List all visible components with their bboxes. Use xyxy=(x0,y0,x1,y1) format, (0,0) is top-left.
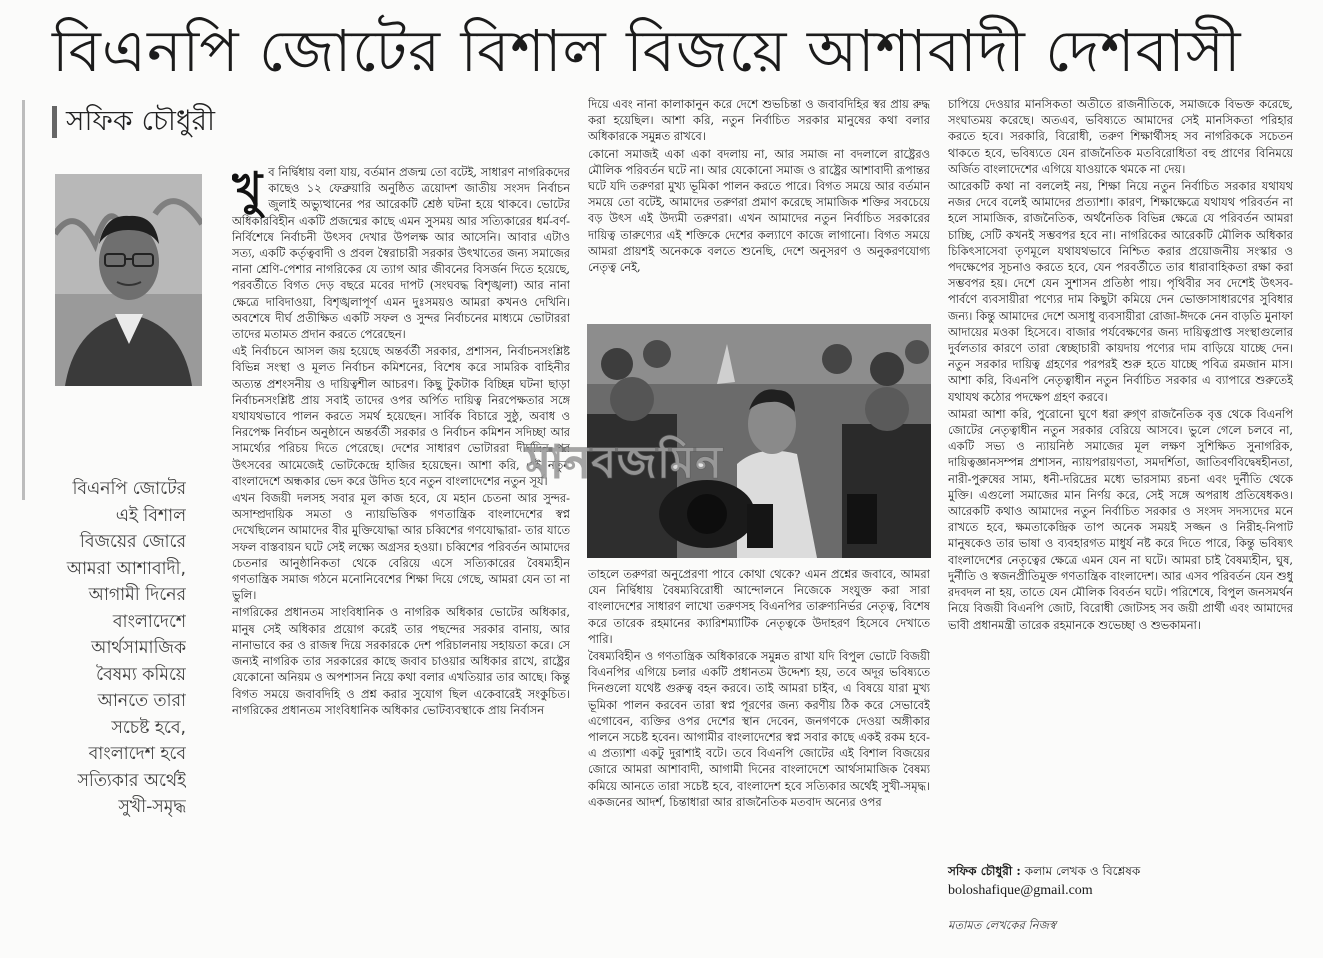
author-portrait xyxy=(55,174,202,386)
author-photo-icon xyxy=(55,174,202,386)
author-note xyxy=(948,862,1293,901)
paragraph: আমরা আশা করি, পুরোনো ঘুণে ধরা রুগ্ণ রাজনৈতিক বৃত্ত থেকে বিএনপি জোটের নেতৃত্বাধীন নতুন সরকার বেরিয়ে আসবে। ভুলে গেলে চলবে না, একটি সভ্য ও ন্যায়নিষ্ঠ সমাজের মূল লক্ষণ সুশিক্ষিত সুনাগরিক, দায়িত্বজ্ঞানসম্পন্ন প্রশাসন, ন্যায়পরায়ণতা, সমদর্শিতা, জাতিবর্ণবিদ্বেষহীনতা, নারী-পুরুষের সাম্য, ধনী-দরিদ্রের মধ্যে ভারসাম্য রচনা এবং দুর্নীতি থেকে মুক্তি। এগুলো সমাজের মান নির্ণয় করে, সেই সঙ্গে অপরাধ প্রতিষেধকও। আরেকটি কথাও আমাদের নতুন নির্বাচিত সরকার ও সংসদ সদস্যদের মনে রাখতে হবে, ক্ষমতাকেন্দ্রিক তাপ অনেক সময়ই সজ্জন ও নিরীহ-নিপাট মানুষকেও তার ভাষা ও ব্যবহারগত মাধুর্য নষ্ট করে দিতে পারে, কিন্তু ভবিষ্যৎ বাংলাদেশের নেতৃত্বের ক্ষেত্রে এমন যেন না ঘটে। আমরা চাই বৈষম্যহীন, ঘুষ, দুর্নীতি ও স্বজনপ্রীতিমুক্ত গণতান্ত্রিক বাংলাদেশ। আর এসব পরিবর্তন যেন শুধু রদবদল না হয়, তাতে যেন মৌলিক বিবর্তন ঘটে। পরিশেষে, বিপুল জনসমর্থন নিয়ে বিজয়ী বিএনপি জোট, বিরোধী জোটসহ সব জয়ী প্রার্থী এবং আমাদের ভাবী প্রধানমন্ত্রী তারেক রহমানকে শুভেচ্ছা ও শুভকামনা। xyxy=(948,406,1293,632)
article-column-2-bottom xyxy=(588,566,930,954)
paragraph: এই নির্বাচনে আসল জয় হয়েছে অন্তর্বর্তী সরকার, প্রশাসন, নির্বাচনসংশ্লিষ্ট বিভিন্ন সংস্থা ও মূলত নির্বাচন কমিশনের, বিশেষ করে সামরিক বাহিনীর অত্যন্ত প্রশংসনীয় ও দায়িত্বশীল আচরণ। কিছু টুকটাক বিচ্ছিন্ন ঘটনা ছাড়া নির্বাচনসংশ্লিষ্ট প্রায় সবাই তাদের ওপর অর্পিত দায়িত্ব নিরপেক্ষতার সঙ্গে যথাযথভাবে পালন করতে সমর্থ হয়েছেন। সার্বিক বিচারে সুষ্ঠু, অবাধ ও নিরপেক্ষ নির্বাচন অনুষ্ঠানে অন্তর্বর্তী সরকার ও নির্বাচন কমিশন সদিচ্ছা আর সামর্থ্যের পরিচয় দিতে পেরেছে। দেশের সাধারণ ভোটাররা দীর্ঘদিন পর উৎসবের আমেজেই ভোটকেন্দ্রে হাজির হয়েছেন। আশা করি, এই নতুন বাংলাদেশে অন্ধকার ভেদ করে উদিত হবে নতুন বাংলাদেশের নতুন সূর্য। xyxy=(232,344,570,488)
paragraph: চাপিয়ে দেওয়ার মানসিকতা অতীতে রাজনীতিকে, সমাজকে বিভক্ত করেছে, সংঘাতময় করেছে। অতএব, ভবিষ্যতে আমাদের সেই মানসিকতা পরিহার করতে হবে। সরকারি, বিরোধী, তরুণ শিক্ষার্থীসহ সব নাগরিককে সচেতন থাকতে হবে, ভবিষ্যতে যেন রাজনৈতিক মতবিরোধিতা বহু প্রাণের বিনিময়ে অর্জিত বাংলাদেশের এগিয়ে যাওয়াকে থমকে না দেয়। xyxy=(948,97,1293,176)
paragraph: দিয়ে এবং নানা কালাকানুন করে দেশে শুভচিন্তা ও জবাবদিহির স্বর প্রায় রুদ্ধ করা হয়েছিল। আশা করি, নতুন নির্বাচিত সরকার মানুষের কথা বলার অধিকারকে সমুন্নত রাখবে। xyxy=(588,97,930,144)
paragraph: বৈষম্যবিহীন ও গণতান্ত্রিক অধিকারকে সমুন্নত রাখা যদি বিপুল ভোটে বিজয়ী বিএনপির এগিয়ে চলার একটি প্রধানতম উদ্দেশ্য হয়, তবে অদূর ভবিষ্যতে দিনগুলো যথেষ্ট গুরুত্ব বহন করবে। তাই আমরা চাইব, এ বিষয়ে যারা মুখ্য ভূমিকা পালন করবেন তারা স্বপ্ন পূরণের জন্য করণীয় ঠিক করে সেভাবেই এগোবেন, ব্যক্তির ওপর দেশের স্থান দেবেন, জনগণকে দেওয়া অঙ্গীকার পালনে সচেষ্ট হবেন। আগামীর বাংলাদেশের স্বপ্ন সবার কাছে একই রকম হবে- এ প্রত্যাশা একটু দুরাশাই বটে। তবে বিএনপি জোটের এই বিশাল বিজয়ের জোরে আমরা আশাবাদী, আগামী দিনের বাংলাদেশে আর্থসামাজিক বৈষম্য কমিয়ে আনতে তারা সচেষ্ট হবে, বাংলাদেশ হবে সত্যিকার অর্থেই সুখী-সমৃদ্ধ। একজনের আদর্শ, চিন্তাধারা আর রাজনৈতিক মতবাদ অন্যের ওপর xyxy=(588,649,930,809)
paragraph: আরেকটি কথা না বললেই নয়, শিক্ষা নিয়ে নতুন নির্বাচিত সরকার যথাযথ নজর দেবে বলেই আমাদের প্রত্যাশা। কারণ, শিক্ষাক্ষেত্রে যথাযথ পরিবর্তন না হলে সামাজিক, রাজনৈতিক, অর্থনৈতিক বিভিন্ন ক্ষেত্রে যে পরিবর্তন আমরা চাচ্ছি, সেটি কখনই সম্ভবপর হবে না। নাগরিকের আরেকটি মৌলিক অধিকার চিকিৎসাসেবা তৃণমূলে যথাযথভাবে নিশ্চিত করার প্রয়োজনীয় সংস্কার ও পদক্ষেপের সূচনাও করতে হবে, যেন পরবর্তীতে তার ধারাবাহিকতা রক্ষা করা সম্ভবপর হয়। দেশে যেন সুশাসন প্রতিষ্ঠা পায়। পৃথিবীর সব দেশেই উৎসব-পার্বণে ব্যবসায়ীরা পণ্যের দাম কিছুটা কমিয়ে দেন ভোক্তাসাধারণের সুবিধার জন্য। কিন্তু আমাদের দেশে অসাধু ব্যবসায়ীরা রোজা-ঈদকে নেন বাড়তি মুনাফা আদায়ের মওকা হিসেবে। বাজার পর্যবেক্ষণের জন্য দায়িত্বপ্রাপ্ত সংস্থাগুলোর দুর্বলতার কারণে তারা স্বেচ্ছাচারী কায়দায় পণ্যের দাম বাড়িয়ে যাচ্ছে দেন। নতুন সরকার দায়িত্ব গ্রহণের পরপরই শুরু হতে যাচ্ছে পবিত্র রমজান মাস। আশা করি, বিএনপি নেতৃত্বাধীন নতুন নির্বাচিত সরকার এ ব্যাপারে শুরুতেই যথাযথ কঠোর পদক্ষেপ গ্রহণ করবে। xyxy=(948,179,1293,404)
watermark-logo: মানবজমিন xyxy=(526,437,723,488)
column-divider xyxy=(22,100,25,500)
author-email[interactable]: boloshafique@gmail.com xyxy=(948,883,1093,898)
drop-cap: খু xyxy=(232,164,263,216)
byline-marker xyxy=(52,106,57,138)
paragraph: কোনো সমাজই একা একা বদলায় না, আর সমাজ না বদলালে রাষ্ট্রেরও মৌলিক পরিবর্তন ঘটে না। আর যেকোনো সমাজ ও রাষ্ট্রের আশাবাদী রূপান্তর ঘটে যদি তরুণরা মুখ্য ভূমিকা পালন করতে পারে। বিগত সময়ে আর বর্তমান সময়ে তো বটেই, আমাদের তরুণরা প্রমাণ করেছে সামাজিক শক্তির সবচেয়ে বড় উৎস এই উদ্যমী তরুণরা। এখন আমাদের নতুন নির্বাচিত সরকারের দায়িত্ব তারুণ্যের এই শক্তিকে দেশের কল্যাণে কাজে লাগানো। বিগত সময়ে আমরা প্রায়শই অনেককে বলতে শুনেছি, দেশে অনুসরণ ও অনুকরণযোগ্য নেতৃত্ব নেই, xyxy=(588,146,930,275)
paragraph: খুব নির্দ্বিধায় বলা যায়, বর্তমান প্রজন্ম তো বটেই, সাধারণ নাগরিকদের কাছেও ১২ ফেব্রুয়ারি অনুষ্ঠিত ত্রয়োদশ জাতীয় সংসদ নির্বাচন জুলাই অভ্যুত্থানের পর আরেকটি শ্রেষ্ঠ ঘটনা হয়ে থাকবে। ভোটের অধিকারবিহীন একটি প্রজন্মের কাছে এমন সুসময় আর সত্যিকারের ধর্ম-বর্ণ-নির্বিশেষে নির্বাচনী উৎসব দেখার উপলক্ষ আর আসেনি। আবার এটাও সত্য, একটি কর্তৃত্ববাদী ও প্রবল স্বৈরাচারী সরকার উৎখাতের জন্য সমাজের নানা শ্রেণি-পেশার নাগরিকের যে ত্যাগ আর জীবনের বিসর্জন দিতে হয়েছে, পরবর্তীতে বিগত দেড় বছরে মবের দাপট (সংঘবদ্ধ বিশৃঙ্খলা) আর নানা ক্ষেত্রে দাবিদাওয়া, বিশৃঙ্খলাপূর্ণ এমন দুঃসময়ও আমরা কখনও দেখিনি। অবশেষে দীর্ঘ প্রতীক্ষিত একটি সফল ও সুন্দর নির্বাচনের মাধ্যমে ভোটাররা তাদের মতামত প্রদান করতে পেরেছেন। xyxy=(232,164,570,342)
article-column-2-top xyxy=(588,96,930,322)
paragraph: এখন বিজয়ী দলসহ সবার মূল কাজ হবে, যে মহান চেতনা আর সুন্দর-অসাম্প্রদায়িক সমতা ও ন্যায়ভিত্তিক গণতান্ত্রিক বাংলাদেশের স্বপ্ন দেখেছিলেন আমাদের বীর মুক্তিযোদ্ধা আর চব্বিশের গণযোদ্ধারা- তার যাতে সফল বাস্তবায়ন ঘটে সেই লক্ষ্যে অগ্রসর হওয়া। চব্বিশের পরিবর্তন আমাদের চেতনার আনুষ্ঠানিকতা থেকে বেরিয়ে এসে সত্যিকারের বৈষম্যহীন গণতান্ত্রিক সমাজ গঠনে মনোনিবেশের শিক্ষা দিয়ে গেছে, আমরা যেন তা না ভুলি। xyxy=(232,491,570,603)
article-column-3 xyxy=(948,96,1293,856)
paragraph: তাহলে তরুণরা অনুপ্রেরণা পাবে কোথা থেকে? এমন প্রশ্নের জবাবে, আমরা যেন নির্দ্বিধায় বৈষম্যবিরোধী আন্দোলনে নিজেকে সংযুক্ত করা সারা বাংলাদেশের সাধারণ লাখো তরুণসহ বিএনপির তারুণ্যনির্ভর নেতৃত্ব, বিশেষ করে তারেক রহমানের ক্যারিশম্যাটিক নেতৃত্বকে উদাহরণ হিসেবে দেখাতে পারি। xyxy=(588,567,930,646)
pull-quote: বিএনপি জোটের এই বিশাল বিজয়ের জোরে আমরা আশাবাদী, আগামী দিনের বাংলাদেশে আর্থসামাজিক বৈষম্য কমিয়ে আনতে তারা সচেষ্ট হবে, বাংলাদেশ হবে সত্যিকার অর্থেই সুখী-সমৃদ্ধ xyxy=(66,479,186,817)
author-note-role: কলাম লেখক ও বিশ্লেষক xyxy=(1024,864,1141,878)
byline-author: সফিক চৌধুরী xyxy=(66,104,216,137)
headline: বিএনপি জোটের বিশাল বিজয়ে আশাবাদী দেশবাসী xyxy=(52,17,1242,85)
disclaimer: মতামত লেখকের নিজস্ব xyxy=(948,918,1056,932)
author-note-name: সফিক চৌধুরী : xyxy=(948,864,1021,878)
article-column-1 xyxy=(232,164,570,954)
paragraph: নাগরিকের প্রধানতম সাংবিধানিক ও নাগরিক অধিকার ভোটের অধিকার, মানুষ সেই অধিকার প্রয়োগ করেই তার পছন্দের সরকার বানায়, আর নানাভাবে কর ও রাজস্ব দিয়ে সরকারকে দেশ পরিচালনায় সহায়তা করে। সে জন্যই নাগরিক তার সরকারের কাছে জবাব চাওয়ার অধিকার রাখে, রাষ্ট্রের যেকোনো অনিয়ম ও অপশাসন নিয়ে কথা বলার এখতিয়ার তার আছে। কিন্তু বিগত সময়ে জবাবদিহি ও প্রশ্ন করার সুযোগ ছিল একেবারেই সংকুচিত। নাগরিকের প্রধানতম সাংবিধানিক অধিকার ভোটব্যবস্থাকে প্রায় নির্বাসন xyxy=(232,605,570,717)
